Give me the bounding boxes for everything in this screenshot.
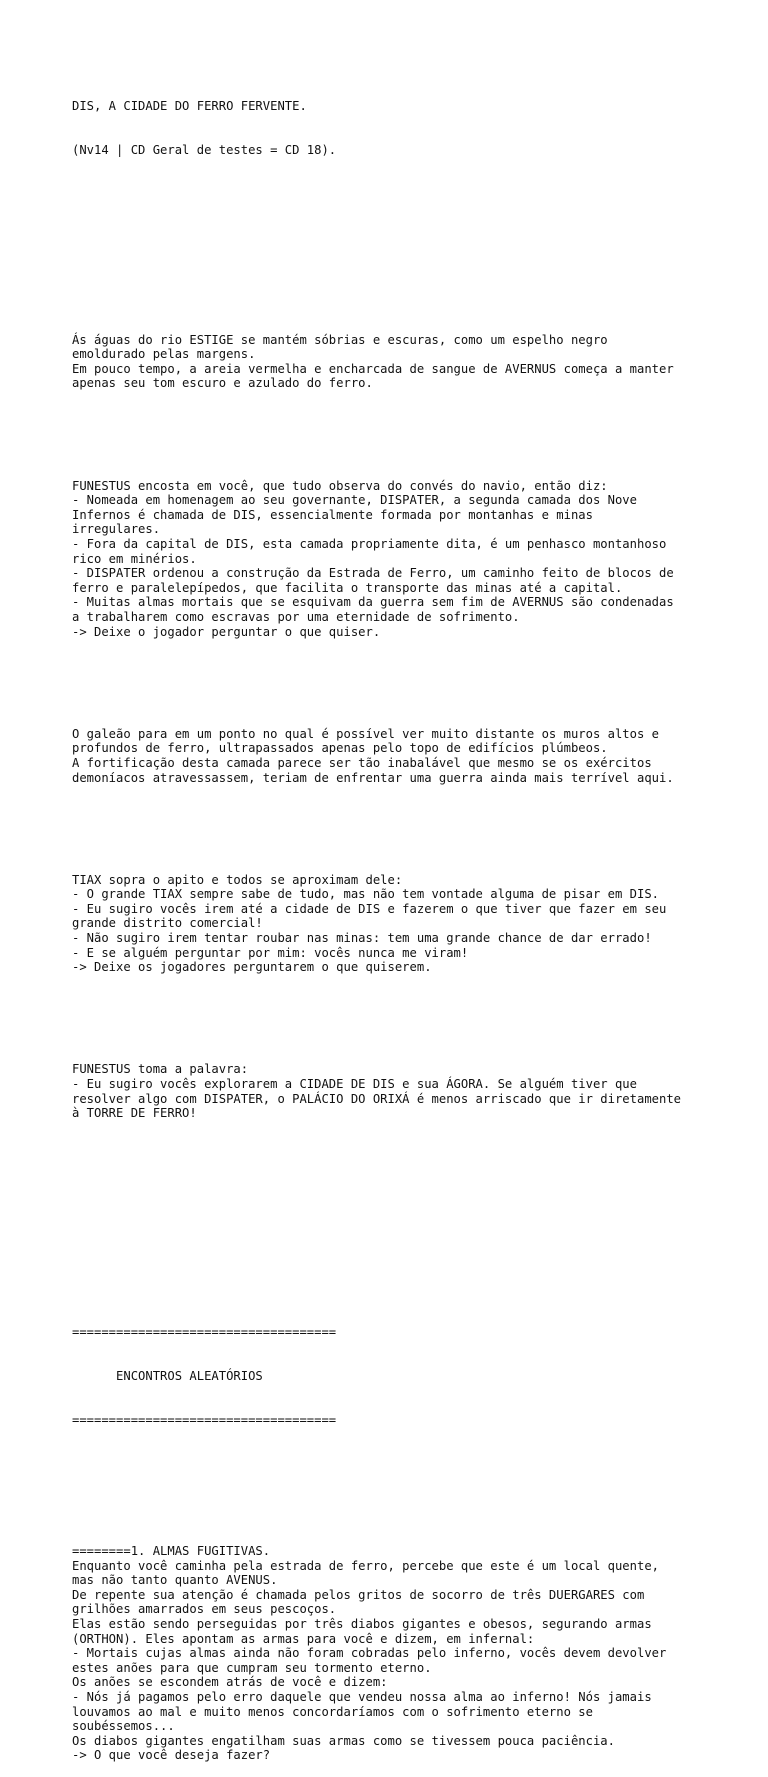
paragraph-tiax	[72, 873, 752, 975]
text-line: grilhões amarrados em seus pescoços.	[72, 1602, 337, 1617]
text-line: A fortificação desta camada parece ser tão inabalável que mesmo se os exércitos	[72, 755, 652, 770]
text-line: O galeão para em um ponto no qual é possível ver muito distante os muros altos e	[72, 726, 659, 741]
text-line: demoníacos atravessassem, teriam de enfrentar uma guerra ainda mais terrível aqui.	[72, 770, 674, 785]
text-line: Os anões se escondem atrás de você e dizem:	[72, 1675, 388, 1690]
text-line: a trabalharem como escravas por uma eternidade de sofrimento.	[72, 609, 520, 624]
text-line: estes anões para que cumpram seu tormento eterno.	[72, 1660, 432, 1675]
text-line: - Nós já pagamos pelo erro daquele que vendeu nossa alma ao inferno! Nós jamais	[72, 1689, 652, 1704]
text-line: (ORTHON). Eles apontam as armas para você e dizem, em infernal:	[72, 1631, 535, 1646]
text-line: resolver algo com DISPATER, o PALÁCIO DO ORIXÁ é menos arriscado que ir diretamente	[72, 1091, 682, 1106]
spacer	[72, 1004, 752, 1019]
text-line: Elas estão sendo perseguidas por três diabos gigantes e obesos, segurando armas	[72, 1616, 652, 1631]
text-line: ========1. ALMAS FUGITIVAS.	[72, 1543, 271, 1558]
encounters-header	[72, 1296, 752, 1457]
text-line: - Fora da capital de DIS, esta camada propriamente dita, é um penhasco montanhoso	[72, 537, 667, 551]
text-line: FUNESTUS encosta em você, que tudo observa do convés do navio, então diz:	[72, 478, 608, 493]
spacer	[72, 1238, 752, 1253]
text-line: -> Deixe o jogador perguntar o que quiser.	[72, 624, 381, 639]
spacer	[72, 668, 752, 683]
text-line: De repente sua atenção é chamada pelos gritos de socorro de três DUERGARES com	[72, 1587, 645, 1602]
text-line: - Muitas almas mortais que se esquivam da guerra sem fim de AVERNUS são condenadas	[72, 595, 674, 610]
spacer	[72, 814, 752, 829]
text-line: - Eu sugiro vocês explorarem a CIDADE DE DIS e sua ÁGORA. Se alguém tiver que	[72, 1076, 637, 1091]
spacer	[72, 187, 752, 202]
spacer	[72, 1194, 752, 1209]
text-line: mas não tanto quanto AVENUS.	[72, 1573, 278, 1588]
text-line: Ás águas do rio ESTIGE se mantém sóbrias e escuras, como um espelho negro	[72, 332, 608, 347]
paragraph-funestus-2	[72, 1062, 752, 1120]
header-title: ENCONTROS ALEATÓRIOS	[72, 1368, 263, 1383]
text-line: - Não sugiro irem tentar roubar nas minas: tem uma grande chance de dar errado!	[72, 931, 652, 946]
text-line: -> Deixe os jogadores perguntarem o que quiserem.	[72, 960, 432, 975]
text-line: profundos de ferro, ultrapassados apenas pelo topo de edifícios plúmbeos.	[72, 741, 608, 756]
text-line: Em pouco tempo, a areia vermelha e encharcada de sangue de AVERNUS começa a manter	[72, 361, 674, 376]
text-line: Enquanto você caminha pela estrada de ferro, percebe que este é um local quente,	[72, 1558, 659, 1573]
header-rule-top: ====================================	[72, 1325, 337, 1340]
spacer	[72, 420, 752, 435]
text-line: -> O que você deseja fazer?	[72, 1748, 271, 1763]
paragraph-intro	[72, 333, 752, 391]
text-line: - Nomeada em homenagem ao seu governante, DISPATER, a segunda camada dos Nove	[72, 493, 637, 508]
text-line: irregulares.	[72, 522, 161, 537]
document-page	[72, 70, 752, 1777]
paragraph-galeao	[72, 727, 752, 785]
text-line: à TORRE DE FERRO!	[72, 1106, 197, 1121]
text-line: soubéssemos...	[72, 1719, 175, 1734]
spacer	[72, 1150, 752, 1165]
text-line: rico em minérios.	[72, 551, 197, 566]
text-line: - Mortais cujas almas ainda não foram cobradas pelo inferno, vocês devem devolver	[72, 1646, 667, 1661]
text-line: FUNESTUS toma a palavra:	[72, 1062, 249, 1077]
paragraph-funestus-1	[72, 479, 752, 640]
text-line: emoldurado pelas margens.	[72, 347, 256, 362]
document-title: DIS, A CIDADE DO FERRO FERVENTE.	[72, 99, 307, 114]
document-subtitle: (Nv14 | CD Geral de testes = CD 18).	[72, 142, 337, 157]
spacer	[72, 1486, 752, 1501]
text-line: - O grande TIAX sempre sabe de tudo, mas não tem vontade alguma de pisar em DIS.	[72, 887, 659, 902]
text-line: - E se alguém perguntar por mim: vocês nunca me viram!	[72, 945, 469, 960]
text-line: Infernos é chamada de DIS, essencialmente formada por montanhas e minas	[72, 507, 593, 522]
text-line: - DISPATER ordenou a construção da Estrada de Ferro, um caminho feito de blocos de	[72, 566, 674, 581]
text-line: - Eu sugiro vocês irem até a cidade de DIS e fazerem o que tiver que fazer em seu	[72, 901, 667, 916]
text-line: apenas seu tom escuro e azulado do ferro.	[72, 376, 373, 391]
text-line: TIAX sopra o apito e todos se aproximam dele:	[72, 872, 403, 887]
text-line: Os diabos gigantes engatilham suas armas como se tivessem pouca paciência.	[72, 1733, 615, 1748]
header-rule-bottom: ====================================	[72, 1412, 337, 1427]
spacer	[72, 231, 752, 246]
text-line: louvamos ao mal e muito menos concordaríamos com o sofrimento eterno se	[72, 1704, 593, 1719]
spacer	[72, 274, 752, 289]
text-line: ferro e paralelepípedos, que facilita o transporte das minas até a capital.	[72, 580, 623, 595]
text-line: grande distrito comercial!	[72, 916, 263, 931]
paragraph-encounter-1	[72, 1544, 752, 1763]
